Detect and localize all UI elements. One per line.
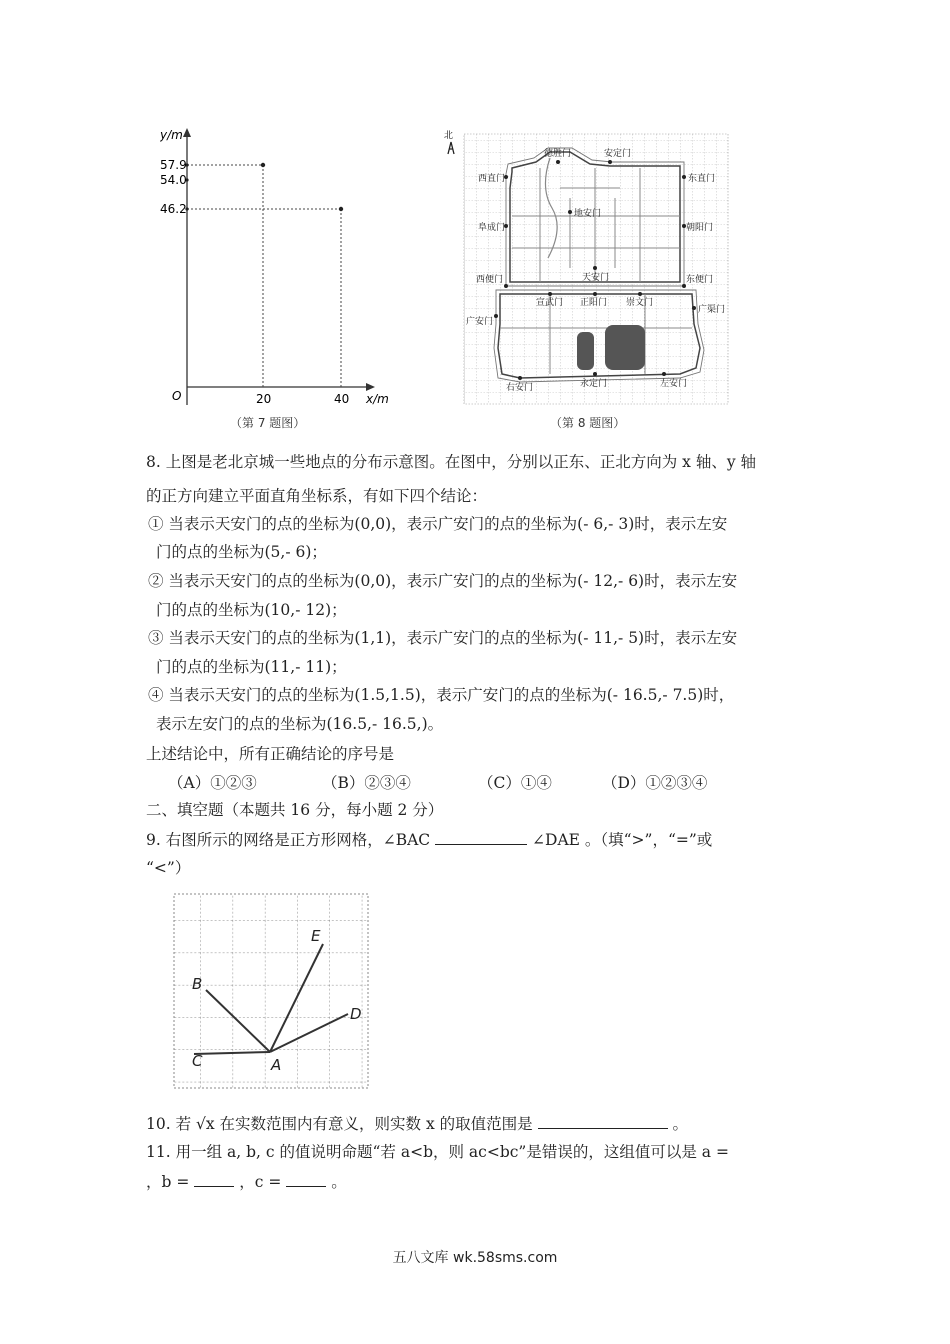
q10-text-b: 。 bbox=[672, 1115, 689, 1133]
q11-line1: 11. 用一组 a, b, c 的值说明命题“若 a<b，则 ac<bc”是错误的，这组值可以是 a = bbox=[146, 1143, 729, 1161]
q8-stem-line2: 的正方向建立平面直角坐标系，有如下四个结论： bbox=[146, 487, 488, 505]
place-label: 正阳门 bbox=[580, 298, 608, 308]
q8-conclusion-2: ② 当表示天安门的点的坐标为(0,0)，表示广安门的点的坐标为(- 12,- 6)时，表示左安 bbox=[148, 572, 738, 590]
place-dot bbox=[608, 160, 612, 164]
temple-of-agriculture bbox=[577, 332, 594, 370]
q8-conclusion-1-cont: 门的点的坐标为(5,- 6)； bbox=[156, 543, 327, 561]
origin-label: O bbox=[172, 389, 182, 403]
place-dot bbox=[556, 160, 560, 164]
q9-line2: “<”） bbox=[146, 859, 191, 877]
q8-conclusion-4-cont: 表示左安门的点的坐标为(16.5,- 16.5,)。 bbox=[156, 715, 444, 733]
data-point bbox=[261, 163, 265, 167]
place-dot bbox=[593, 266, 597, 270]
page-footer: 五八文库 wk.58sms.com bbox=[392, 1250, 558, 1266]
q11-b-blank[interactable] bbox=[194, 1171, 234, 1187]
q8-stem-line1: 8. 上图是老北京城一些地点的分布示意图。在图中，分别以正东、正北方向为 x 轴、y 轴 bbox=[146, 453, 756, 471]
place-dot bbox=[504, 284, 508, 288]
north-arrow-icon bbox=[448, 142, 454, 154]
q9-grid-figure bbox=[168, 888, 372, 1092]
point-label-a: A bbox=[271, 1056, 282, 1074]
place-label: 崇文门 bbox=[626, 298, 654, 308]
q11-text-b: ，b = bbox=[146, 1173, 190, 1191]
place-label: 东便门 bbox=[686, 275, 714, 285]
place-label: 右安门 bbox=[506, 383, 534, 393]
q10-line bbox=[146, 1113, 688, 1134]
north-label: 北 bbox=[444, 131, 454, 141]
q9-line1 bbox=[146, 829, 712, 850]
y-tick-label: 57.9 bbox=[160, 158, 187, 172]
point-label-d: D bbox=[350, 1005, 362, 1023]
q9-text-a: 9. 右图所示的网络是正方形网格，∠BAC bbox=[146, 831, 431, 849]
place-dot bbox=[518, 376, 522, 380]
point-label-c: C bbox=[192, 1052, 203, 1070]
x-tick-label: 40 bbox=[334, 392, 350, 406]
place-label: 天安门 bbox=[582, 273, 610, 283]
place-dot bbox=[548, 292, 552, 296]
figure-8-caption: （第 8 题图） bbox=[550, 416, 626, 430]
q11-text-end: 。 bbox=[331, 1173, 347, 1191]
q8-option-c: （C）①④ bbox=[478, 774, 552, 792]
place-label: 永定门 bbox=[580, 379, 608, 389]
x-axis-label: x/m bbox=[366, 392, 389, 406]
q10-answer-blank[interactable] bbox=[538, 1113, 668, 1129]
x-axis-arrow bbox=[366, 383, 375, 391]
q8-conclusion-3: ③ 当表示天安门的点的坐标为(1,1)，表示广安门的点的坐标为(- 11,- 5)时，表示左安 bbox=[148, 629, 738, 647]
figure-7-caption: （第 7 题图） bbox=[230, 416, 306, 430]
q8-conclusion-3-cont: 门的点的坐标为(11,- 11)； bbox=[156, 658, 347, 676]
q8-option-d: （D）①②③④ bbox=[602, 774, 708, 792]
q8-conclusion-2-cont: 门的点的坐标为(10,- 12)； bbox=[156, 601, 347, 619]
q11-text-c: ，c = bbox=[239, 1173, 282, 1191]
q8-summary: 上述结论中，所有正确结论的序号是 bbox=[146, 745, 395, 763]
point-label-e: E bbox=[311, 927, 321, 945]
q11-c-blank[interactable] bbox=[286, 1171, 326, 1187]
q8-conclusion-4: ④ 当表示天安门的点的坐标为(1.5,1.5)，表示广安门的点的坐标为(- 16.5,- 7.5)时， bbox=[148, 686, 735, 704]
q8-option-a: （A）①②③ bbox=[168, 774, 257, 792]
q9-answer-blank[interactable] bbox=[435, 829, 527, 845]
q11-line2 bbox=[146, 1171, 347, 1192]
place-label: 广渠门 bbox=[698, 305, 726, 315]
q9-text-b: ∠DAE 。（填“>”，“=”或 bbox=[532, 831, 713, 849]
place-dot bbox=[593, 292, 597, 296]
place-label: 西直门 bbox=[478, 174, 506, 184]
figure-7-chart bbox=[160, 125, 400, 435]
y-axis-label: y/m bbox=[160, 128, 183, 142]
place-label: 东直门 bbox=[688, 174, 716, 184]
place-dot bbox=[662, 372, 666, 376]
place-label: 西便门 bbox=[476, 275, 504, 285]
place-label: 阜成门 bbox=[478, 223, 506, 233]
y-axis-arrow bbox=[183, 128, 191, 137]
place-label: 地安门 bbox=[574, 209, 602, 219]
place-dot bbox=[568, 210, 572, 214]
place-label: 广安门 bbox=[466, 317, 494, 327]
place-dot bbox=[692, 306, 696, 310]
y-tick-label: 46.2 bbox=[160, 202, 187, 216]
place-dot bbox=[593, 372, 597, 376]
place-dot bbox=[682, 175, 686, 179]
place-label: 朝阳门 bbox=[686, 223, 714, 233]
figure-8-map bbox=[440, 128, 730, 410]
q8-option-b: （B）②③④ bbox=[322, 774, 411, 792]
place-label: 左安门 bbox=[660, 379, 688, 389]
place-label: 宣武门 bbox=[536, 298, 564, 308]
temple-of-heaven bbox=[605, 325, 645, 370]
x-tick-label: 20 bbox=[256, 392, 272, 406]
place-label: 德胜门 bbox=[544, 149, 572, 159]
place-dot bbox=[638, 292, 642, 296]
data-point bbox=[339, 207, 343, 211]
place-label: 安定门 bbox=[604, 149, 632, 159]
place-dot bbox=[494, 314, 498, 318]
section-2-title: 二、填空题（本题共 16 分，每小题 2 分） bbox=[146, 801, 444, 819]
q10-text-a: 10. 若 √x 在实数范围内有意义，则实数 x 的取值范围是 bbox=[146, 1115, 533, 1133]
y-tick-label: 54.0 bbox=[160, 173, 187, 187]
q8-conclusion-1: ① 当表示天安门的点的坐标为(0,0)，表示广安门的点的坐标为(- 6,- 3)时，表示左安 bbox=[148, 515, 728, 533]
point-label-b: B bbox=[192, 975, 203, 993]
